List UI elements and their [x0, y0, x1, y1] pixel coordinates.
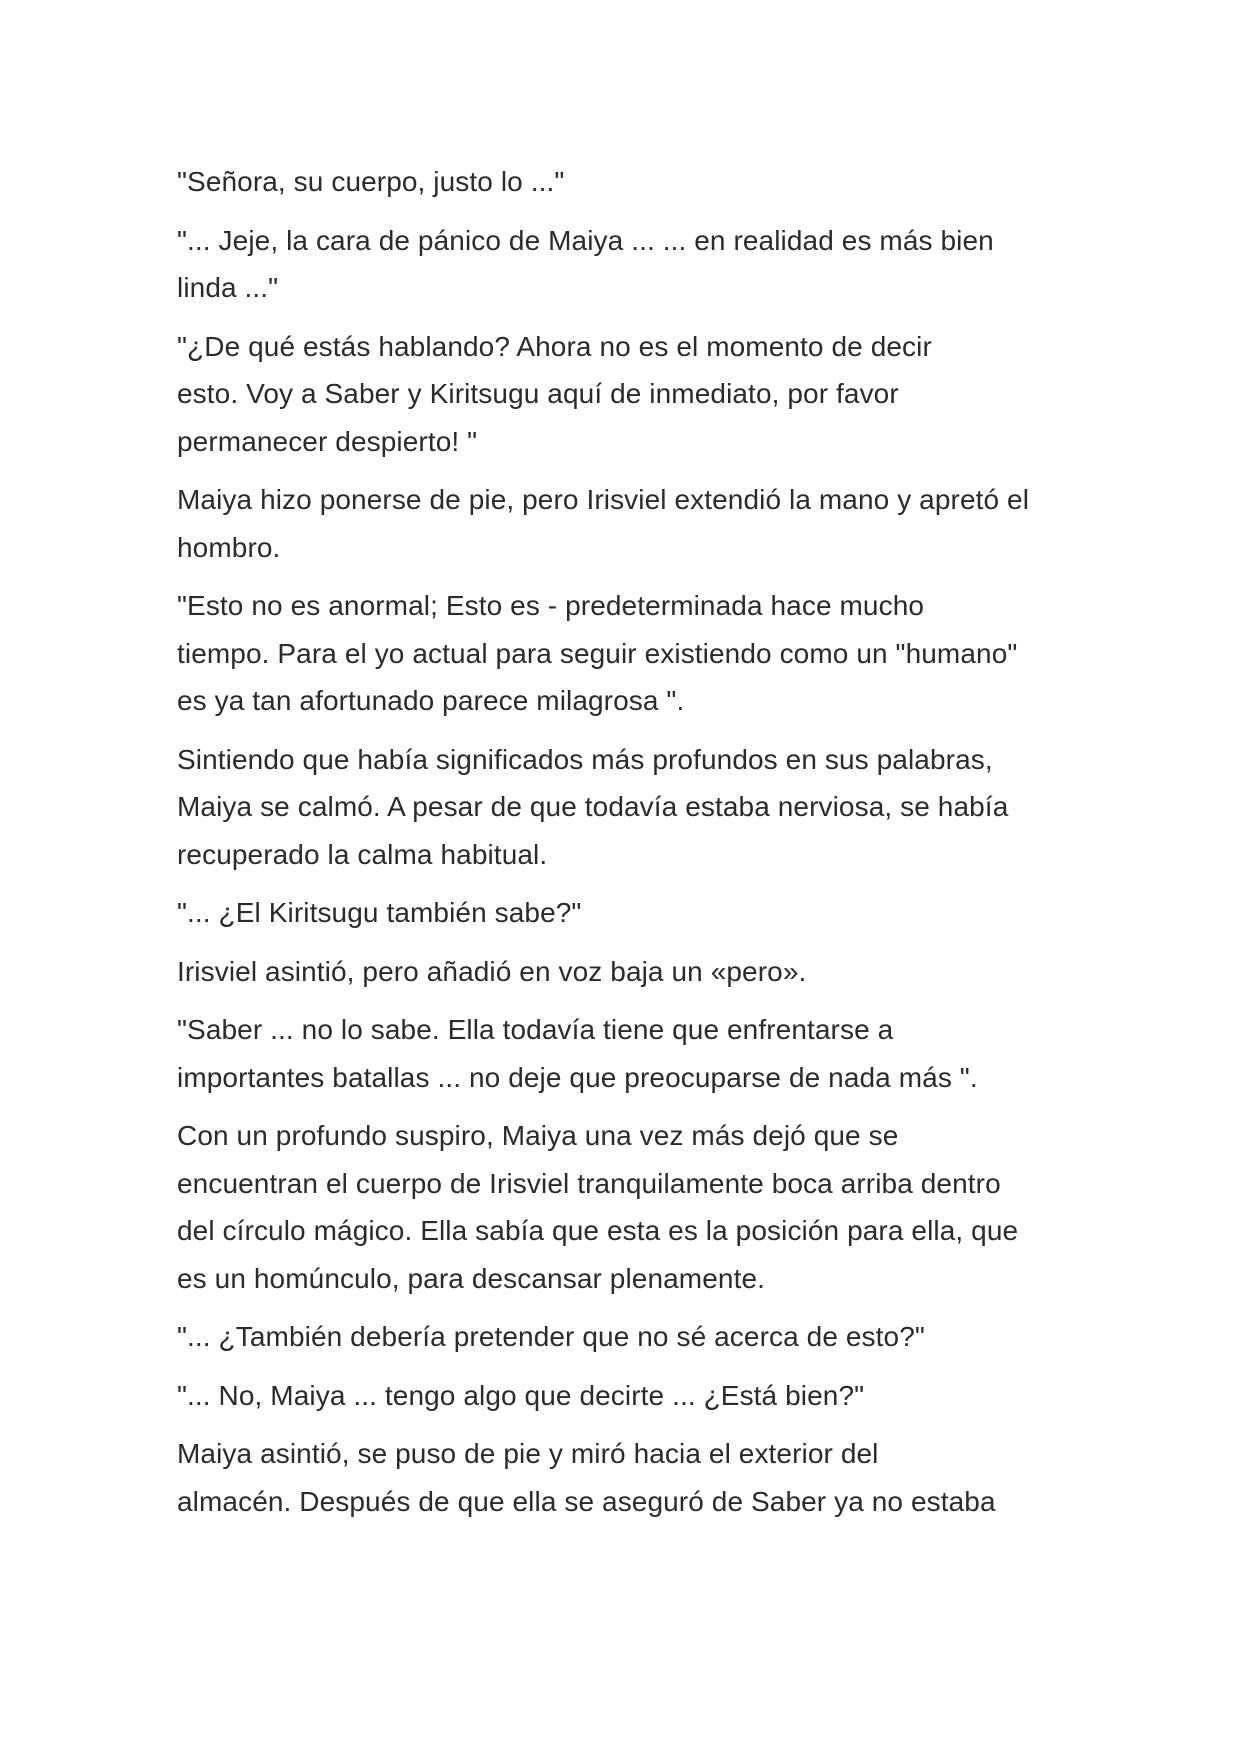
paragraph-7: "... ¿El Kiritsugu también sabe?" — [177, 897, 582, 928]
paragraph-10: Con un profundo suspiro, Maiya una vez más dejó que se encuentran el cuerpo de Irisviel tranquilamente boca arriba dentro del círculo mágico. Ella sabía que esta es la posición para ella, que es un homúnculo, para descansar plenamente. — [177, 1120, 1019, 1294]
paragraph-2: "... Jeje, la cara de pánico de Maiya ... ... en realidad es más bien linda ..." — [177, 224, 994, 303]
paragraph-8: Irisviel asintió, pero añadió en voz baja un «pero». — [177, 955, 807, 987]
paragraph-12: "... No, Maiya ... tengo algo que decirte ... ¿Está bien?" — [177, 1379, 865, 1411]
paragraph-11: "... ¿También debería pretender que no sé acerca de esto?" — [177, 1321, 925, 1352]
paragraph-3: "¿De qué estás hablando? Ahora no es el momento de decir esto. Voy a Saber y Kiritsugu aquí de inmediato, por favor permanecer despierto! " — [177, 330, 932, 457]
paragraph-5: "Esto no es anormal; Esto es - predeterminada hace mucho tiempo. Para el yo actual para seguir existiendo como un "humano" es ya tan afortunado parece milagrosa ". — [177, 590, 1018, 716]
paragraph-6: Sintiendo que había significados más profundos en sus palabras, Maiya se calmó. A pesar de que todavía estaba nerviosa, se había recuperado la calma habitual. — [177, 743, 1009, 870]
paragraph-9: "Saber ... no lo sabe. Ella todavía tiene que enfrentarse a importantes batallas ... no deje que preocuparse de nada más ". — [177, 1014, 978, 1093]
paragraph-4: Maiya hizo ponerse de pie, pero Irisviel extendió la mano y apretó el hombro. — [177, 484, 1030, 563]
paragraph-1: "Señora, su cuerpo, justo lo ..." — [177, 166, 565, 197]
paragraph-13: Maiya asintió, se puso de pie y miró hacia el exterior del almacén. Después de que ella se aseguró de Saber ya no estaba — [177, 1438, 996, 1517]
document-body — [177, 158, 1077, 1536]
